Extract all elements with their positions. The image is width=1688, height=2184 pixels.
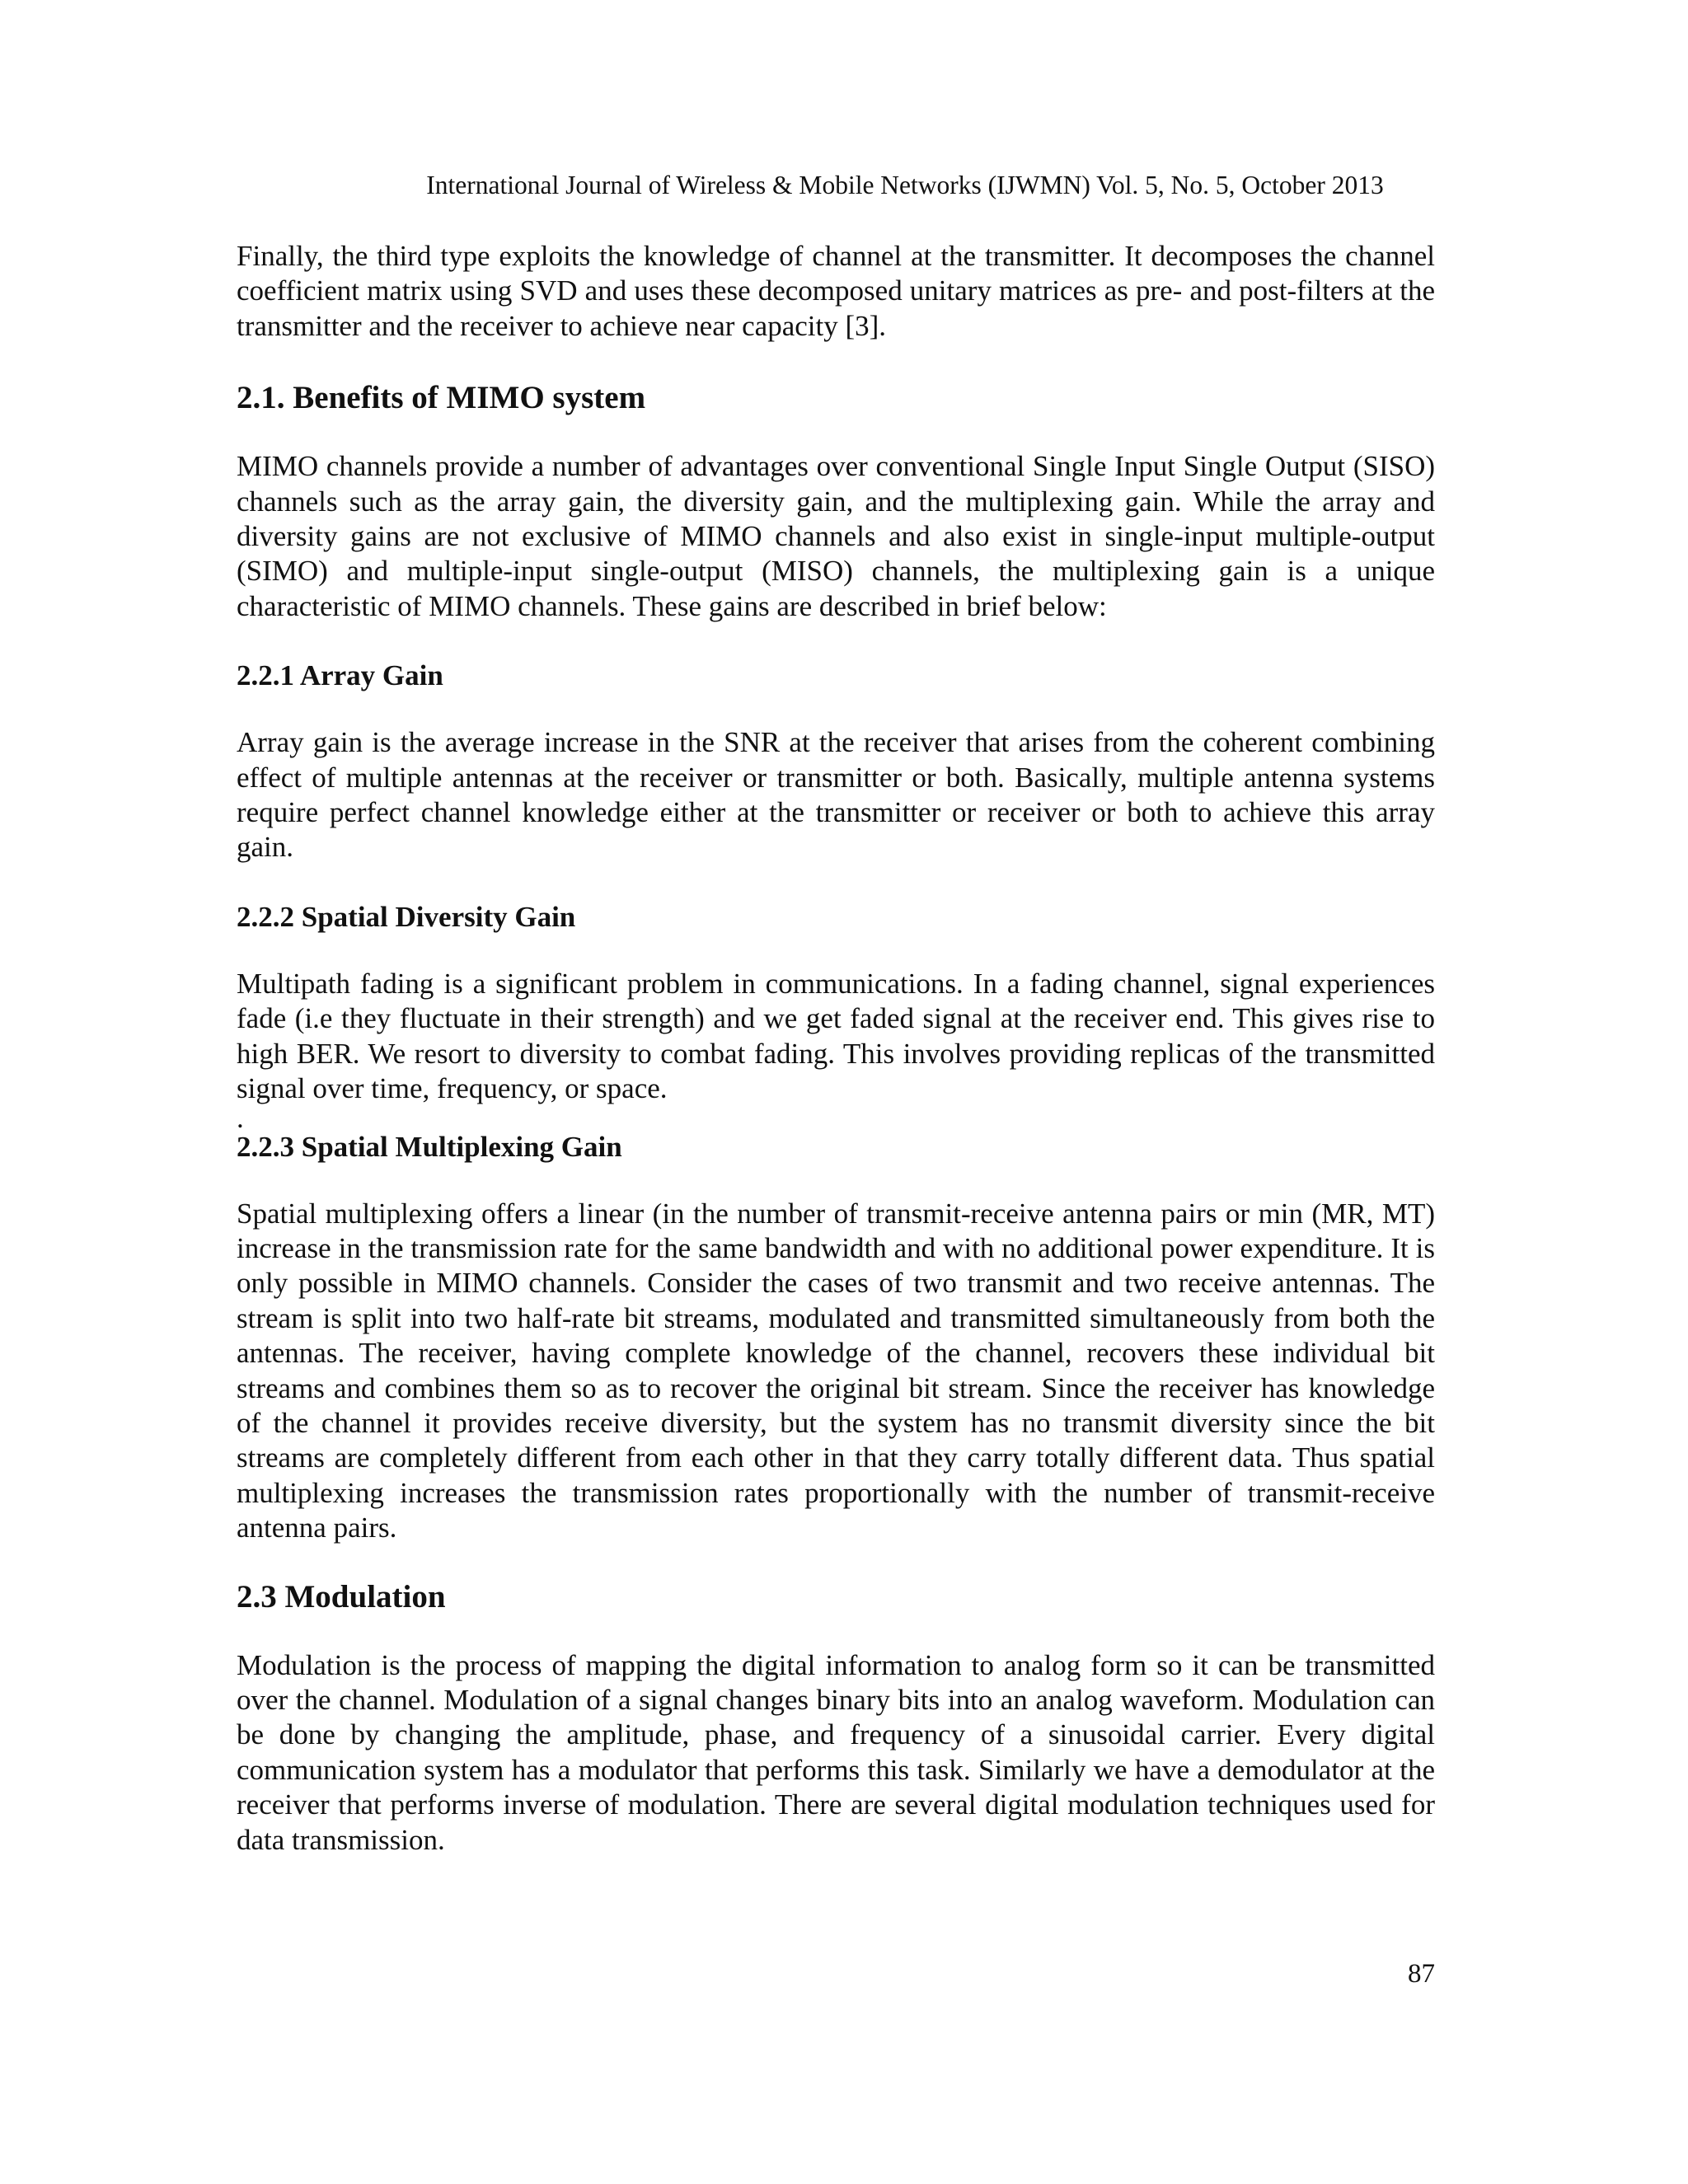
- page-body: [237, 239, 1435, 1858]
- subsection-heading-spatial-diversity: 2.2.2 Spatial Diversity Gain: [237, 900, 576, 933]
- section-heading-modulation: 2.3 Modulation: [237, 1578, 446, 1615]
- subsection-heading-spatial-multiplexing: 2.2.3 Spatial Multiplexing Gain: [237, 1130, 622, 1163]
- benefits-paragraph: MIMO channels provide a number of advantages over conventional Single Input Single Output (SISO) channels such as the array gain, the diversity gain, and the multiplexing gain. While the array and diversity gains are not exclusive of MIMO channels and also exist in single-input multiple-output (SIMO) and multiple-input single-output (MISO) channels, the multiplexing gain is a unique characteristic of MIMO channels. These gains are described in brief below:: [237, 450, 1435, 622]
- stray-dot: .: [237, 1101, 244, 1134]
- subsection-heading-array-gain: 2.2.1 Array Gain: [237, 659, 443, 692]
- section-heading-benefits: 2.1. Benefits of MIMO system: [237, 380, 646, 416]
- array-gain-paragraph: Array gain is the average increase in the SNR at the receiver that arises from the coherent combining effect of multiple antennas at the receiver or transmitter or both. Basically, multiple antenna systems require perfect channel knowledge either at the transmitter or receiver or both to achieve this array gain.: [237, 726, 1435, 864]
- page-number: 87: [1408, 1959, 1435, 1989]
- spatial-multiplexing-paragraph: Spatial multiplexing offers a linear (in the number of transmit-receive antenna pairs or min (MR, MT) increase in the transmission rate for the same bandwidth and with no additional power expenditure. It is only possible in MIMO channels. Consider the cases of two transmit and two receive antennas. The stream is split into two half-rate bit streams, modulated and transmitted simultaneously from both the antennas. The receiver, having complete knowledge of the channel, recovers these individual bit streams and combines them so as to recover the original bit stream. Since the receiver has knowledge of the channel it provides receive diversity, but the system has no transmit diversity since the bit streams are completely different from each other in that they carry totally different data. Thus spatial multiplexing increases the transmission rates proportionally with the number of transmit-receive antenna pairs.: [237, 1197, 1435, 1544]
- running-header: International Journal of Wireless & Mobile Networks (IJWMN) Vol. 5, No. 5, October 2013: [426, 171, 1384, 199]
- spatial-diversity-paragraph: Multipath fading is a significant problem in communications. In a fading channel, signal experiences fade (i.e they fluctuate in their strength) and we get faded signal at the receiver end. This gives rise to high BER. We resort to diversity to combat fading. This involves providing replicas of the transmitted signal over time, frequency, or space.: [237, 967, 1435, 1105]
- modulation-paragraph: Modulation is the process of mapping the digital information to analog form so it can be transmitted over the channel. Modulation of a signal changes binary bits into an analog waveform. Modulation can be done by changing the amplitude, phase, and frequency of a sinusoidal carrier. Every digital communication system has a modulator that performs this task. Similarly we have a demodulator at the receiver that performs inverse of modulation. There are several digital modulation techniques used for data transmission.: [237, 1648, 1435, 1856]
- intro-paragraph: Finally, the third type exploits the knowledge of channel at the transmitter. It decomposes the channel coefficient matrix using SVD and uses these decomposed unitary matrices as pre- and post-filters at the transmitter and the receiver to achieve near capacity [3].: [237, 240, 1435, 342]
